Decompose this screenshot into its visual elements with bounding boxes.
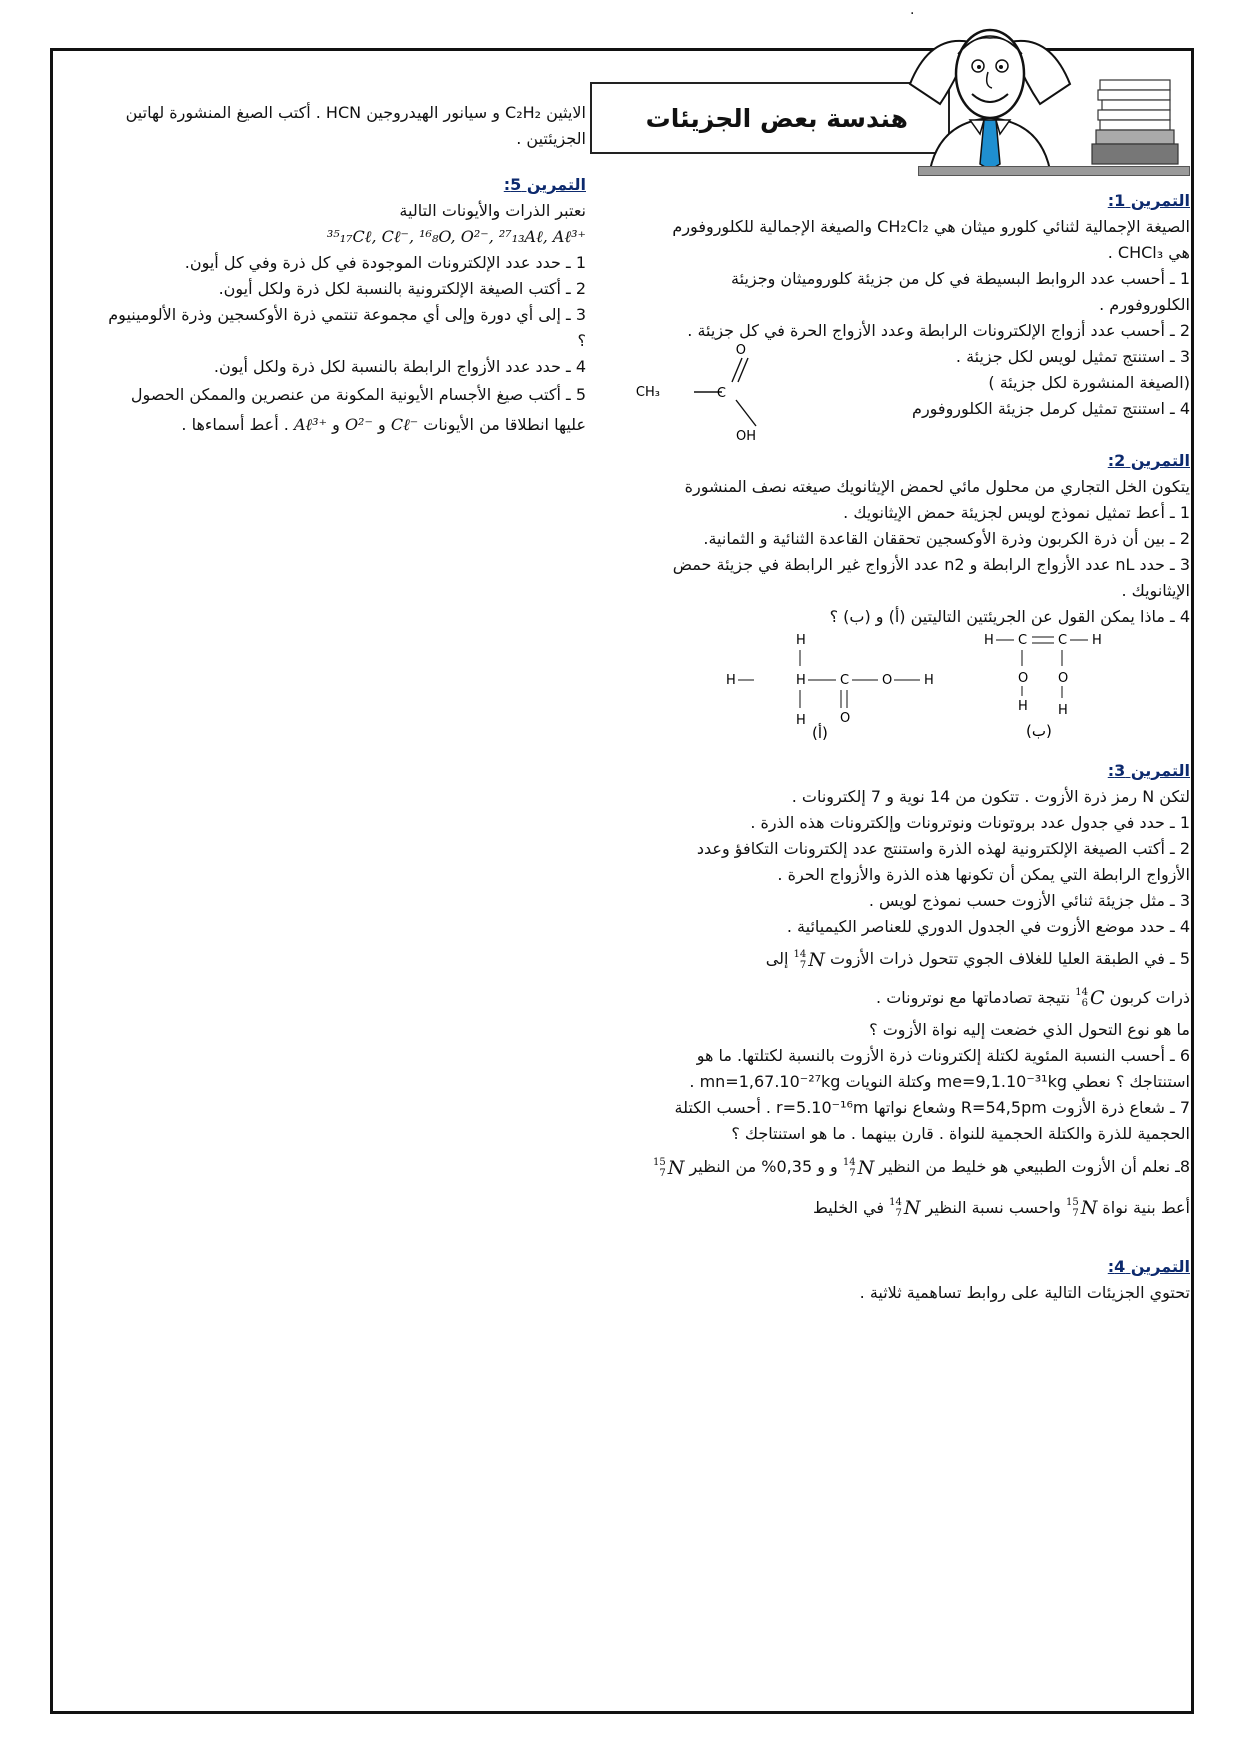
exercise-3-title: التمرين 3: <box>1107 761 1190 780</box>
ex5-q5 <box>100 380 586 440</box>
ex2-q3-n2: n2 <box>944 555 965 574</box>
ex3-q8-cont <box>650 1188 1190 1229</box>
ex3-q6-me: me=9,1.10⁻³¹kg <box>936 1072 1068 1091</box>
ex3-q3: 3 ـ مثل جزيئة ثنائي الأزوت حسب نموذج لويس . <box>868 891 1190 910</box>
exercise-1 <box>635 188 1190 444</box>
label-a: (أ) <box>812 724 828 742</box>
svg-text:C: C <box>1018 633 1028 648</box>
svg-text:C: C <box>1058 633 1068 648</box>
svg-text:O: O <box>1058 671 1069 686</box>
ex4-formula-c2h2: C₂H₂ <box>505 103 542 122</box>
ex5-q3: 3 ـ إلى أي دورة وإلى أي مجموعة تنتمي ذرة الأوكسجين وذرة الألومينيوم ؟ <box>108 305 586 350</box>
title-banner <box>590 82 950 154</box>
ex1-formula-a: CH₂Cl₂ <box>877 217 929 236</box>
ex3-q2: 2 ـ أكتب الصيغة الإلكترونية لهذه الذرة واستنتج عدد إلكترونات التكافؤ وعدد الأزواج الرابطة التي يمكن أن تكونها هذه الذرة والأزواج الحرة . <box>696 839 1190 884</box>
svg-text:O: O <box>1018 671 1029 686</box>
ex5-q4: 4 ـ حدد عدد الأزواج الرابطة بالنسبة لكل ذرة ولكل أيون. <box>213 357 586 376</box>
ex4-cont-c: . أكتب الصيغ المنشورة لهاتين الجزيئتين . <box>125 103 586 148</box>
exercise-5-title: التمرين 5: <box>503 175 586 194</box>
exercise-1-title: التمرين 1: <box>1107 191 1190 210</box>
ex2-q3-nl: nL <box>1115 555 1135 574</box>
ex3-q7-r: r=5.10⁻¹⁶m <box>776 1098 869 1117</box>
page-title: هندسة بعض الجزيئات <box>645 103 908 133</box>
ex5-q2: 2 ـ أكتب الصيغة الإلكترونية بالنسبة لكل ذرة ولكل أيون. <box>218 279 586 298</box>
o-label: O <box>735 343 746 358</box>
ex4-cont-a: الايثين <box>546 103 586 122</box>
ex3-q7-a: 7 ـ شعاع ذرة الأزوت <box>1051 1098 1190 1117</box>
svg-text:O: O <box>840 711 851 726</box>
ch3-label: CH₃ <box>635 385 660 400</box>
svg-text:H: H <box>726 673 736 688</box>
ex1-q2: 2 ـ أحسب عدد أزواج الإلكترونات الرابطة وعدد الأزواج الحرة في كل جزيئة . <box>687 321 1190 340</box>
ex3-q8-c: أعط بنية نواة <box>1102 1197 1190 1217</box>
ex4-intro: تحتوي الجزيئات التالية على روابط تساهمية ثلاثية . <box>859 1283 1190 1302</box>
ex5-species <box>100 224 586 250</box>
ex3-q5-a: 5 ـ في الطبقة العليا للغلاف الجوي تتحول ذرات الأزوت <box>829 949 1190 968</box>
isotope-n14-b: 14 7 N <box>842 1156 875 1179</box>
oh-label: OH <box>735 429 756 444</box>
ex2-q3-c: عدد الأزواج غير الرابطة في جزيئة حمض الإيثانويك . <box>672 555 1190 600</box>
svg-text:H: H <box>796 633 806 648</box>
ex4-formula-hcn: HCN <box>325 103 362 122</box>
exercise-3 <box>650 758 1190 1228</box>
ex2-q1: 1 ـ أعط تمثيل نموذج لويس لجزيئة حمض الإيثانويك . <box>843 503 1190 522</box>
isotope-n15: 15 7 N <box>652 1156 685 1179</box>
ex5-species-list: ³⁵₁₇Cℓ, Cℓ⁻, ¹⁶₈O, O²⁻, ²⁷₁₃Aℓ, Aℓ³⁺ <box>326 227 586 246</box>
ex3-intro: لتكن N رمز ذرة الأزوت . تتكون من 14 نوية و 7 إلكترونات . <box>791 787 1190 806</box>
exercise-2-title: التمرين 2: <box>1107 451 1190 470</box>
ex3-q6-mn: mn=1,67.10⁻²⁷kg <box>699 1072 841 1091</box>
ex3-q7-b: وشعاع نواتها <box>873 1098 956 1117</box>
ex3-q8-a: 8ـ نعلم أن الأزوت الطبيعي هو خليط من النظير <box>879 1157 1190 1176</box>
ex1-q1: 1 ـ أحسب عدد الروابط البسيطة في كل من جزيئة كلوروميثان وجزيئة الكلوروفورم . <box>731 269 1190 314</box>
ex1-intro-a: الصيغة الإجمالية لثنائي كلورو ميثان هي <box>933 217 1190 236</box>
ex5-intro: نعتبر الذرات والأيونات التالية <box>399 201 586 220</box>
stray-dot: . <box>910 2 915 18</box>
ex3-q7-c: . أحسب الكتلة الحجمية للذرة والكتلة الحجمية للنواة . قارن بينهما . ما هو استنتاجك ؟ <box>674 1098 1190 1143</box>
ex3-q1: 1 ـ حدد في جدول عدد بروتونات ونوترونات وإلكترونات هذه الذرة . <box>750 813 1190 832</box>
svg-text:H: H <box>796 713 806 728</box>
ex5-q5-b: و <box>378 415 386 434</box>
exercise-4-title: التمرين 4: <box>1107 1257 1190 1276</box>
ex3-q7 <box>650 1095 1190 1147</box>
ex3-q8 <box>650 1147 1190 1188</box>
ex3-q5-c: ذرات كربون <box>1109 987 1190 1007</box>
ex1-intro-b: والصيغة الإجمالية للكلوروفورم هي <box>672 217 1190 262</box>
c-label: C <box>716 386 726 401</box>
ex5-ion-o: O²⁻ <box>344 415 373 434</box>
ex2-q3-a: 3 ـ حدد <box>1139 555 1190 574</box>
ex3-q6-a: 6 ـ أحسب النسبة المئوية لكتلة إلكترونات ذرة الأزوت بالنسبة لكتلتها. ما هو استنتاجك ؟ نعطي <box>696 1046 1190 1091</box>
exercise-1-intro: الصيغة الإجمالية لثنائي كلورو ميثان هي CH₂Cl₂ والصيغة الإجمالية للكلوروفورم هي CHCl₃ . <box>672 217 1190 262</box>
ex2-intro: يتكون الخل التجاري من محلول مائي لحمض الإيثانويك صيغته نصف المنشورة <box>684 477 1190 496</box>
exercise-5 <box>100 172 586 440</box>
svg-text:H: H <box>984 633 994 648</box>
ex2-q3-b: عدد الأزواج الرابطة و <box>969 555 1111 574</box>
ex3-q8-e: في الخليط <box>813 1197 885 1217</box>
acetic-acid-diagram <box>635 343 900 444</box>
ex1-q3-q4-block <box>635 343 1190 444</box>
ex2-q2: 2 ـ بين أن ذرة الكربون وذرة الأوكسجين تحققان القاعدة الثنائية و الثمانية. <box>703 529 1190 548</box>
ex3-q5-d: نتيجة تصادماتها مع نوترونات . <box>876 987 1071 1007</box>
svg-text:H: H <box>924 673 934 688</box>
ex1-formula-b: CHCl₃ <box>1117 243 1164 262</box>
desk-shelf <box>918 166 1190 176</box>
ex3-q5e: ما هو نوع التحول الذي خضعت إليه نواة الأزوت ؟ <box>869 1020 1190 1039</box>
ex5-q5-c: و <box>332 415 340 434</box>
ex5-q1: 1 ـ حدد عدد الإلكترونات الموجودة في كل ذرة وفي كل أيون. <box>184 253 586 272</box>
exercise-2 <box>650 448 1190 758</box>
ex3-q8-d: واحسب نسبة النظير <box>925 1197 1061 1217</box>
svg-text:H: H <box>796 673 806 688</box>
svg-text:H: H <box>1018 699 1028 714</box>
isotope-n14: 14 7 N <box>793 948 825 971</box>
left-column <box>100 100 586 440</box>
ex4-continuation <box>100 100 586 152</box>
molecules-diagram <box>650 630 1190 750</box>
ex5-ion-cl: Cℓ⁻ <box>390 415 419 434</box>
paper-stack-illustration <box>1090 72 1180 166</box>
semi-structural-formula <box>635 338 820 448</box>
ex2-q3 <box>650 552 1190 604</box>
ex3-q5 <box>650 940 1190 1017</box>
cartoon-man-illustration <box>900 14 1080 170</box>
isotope-n14-c: 14 7 N <box>889 1197 921 1219</box>
ex3-q6-b: وكتلة النويات <box>845 1072 932 1091</box>
ex3-q7-R: R=54,5pm <box>960 1098 1047 1117</box>
ex5-q5-d: . أعط أسماءها . <box>181 415 289 434</box>
svg-text:H: H <box>1092 633 1102 648</box>
ex5-ion-al: Aℓ³⁺ <box>293 415 328 434</box>
label-b: (ب) <box>1026 722 1052 740</box>
ex1-q3b: (الصيغة المنشورة لكل جزيئة ) <box>988 373 1190 392</box>
svg-text:H: H <box>1058 703 1068 718</box>
exercise-4 <box>650 1254 1190 1306</box>
molecule-b <box>984 633 1102 740</box>
ex1-q3: 3 ـ استنتج تمثيل لويس لكل جزيئة . <box>955 347 1190 366</box>
ex4-cont-b: و سيانور الهيدروجين <box>366 103 500 122</box>
isotope-c14: 14 6 C <box>1075 987 1105 1009</box>
isotope-n15-b: 15 7 N <box>1065 1197 1098 1219</box>
ex3-q8-b: و و 0,35% من النظير <box>689 1157 838 1176</box>
molecule-a <box>726 633 934 742</box>
ex2-q4: 4 ـ ماذا يمكن القول عن الجريئتين التاليتين (أ) و (ب) ؟ <box>829 607 1190 626</box>
svg-text:O: O <box>882 673 893 688</box>
ex1-q4: 4 ـ استنتج تمثيل كرمل جزيئة الكلوروفورم <box>912 399 1190 418</box>
ex3-q6: 6 ـ أحسب النسبة المئوية لكتلة إلكترونات ذرة الأزوت بالنسبة لكتلتها. ما هو استنتاجك ؟ نعطي me=9,1.10⁻³¹kg وكتلة النويات mn=1,67.10⁻²⁷kg . <box>689 1046 1190 1091</box>
svg-text:C: C <box>840 673 850 688</box>
right-column <box>635 188 1190 1306</box>
ex5-q5-a: 5 ـ أكتب صيغ الأجسام الأيونية المكونة من عنصرين والممكن الحصول عليها انطلاقا من الأيونات <box>130 385 586 434</box>
ex3-q5-b: إلى <box>765 949 789 968</box>
ex3-q4: 4 ـ حدد موضع الأزوت في الجدول الدوري للعناصر الكيميائية . <box>786 917 1190 936</box>
